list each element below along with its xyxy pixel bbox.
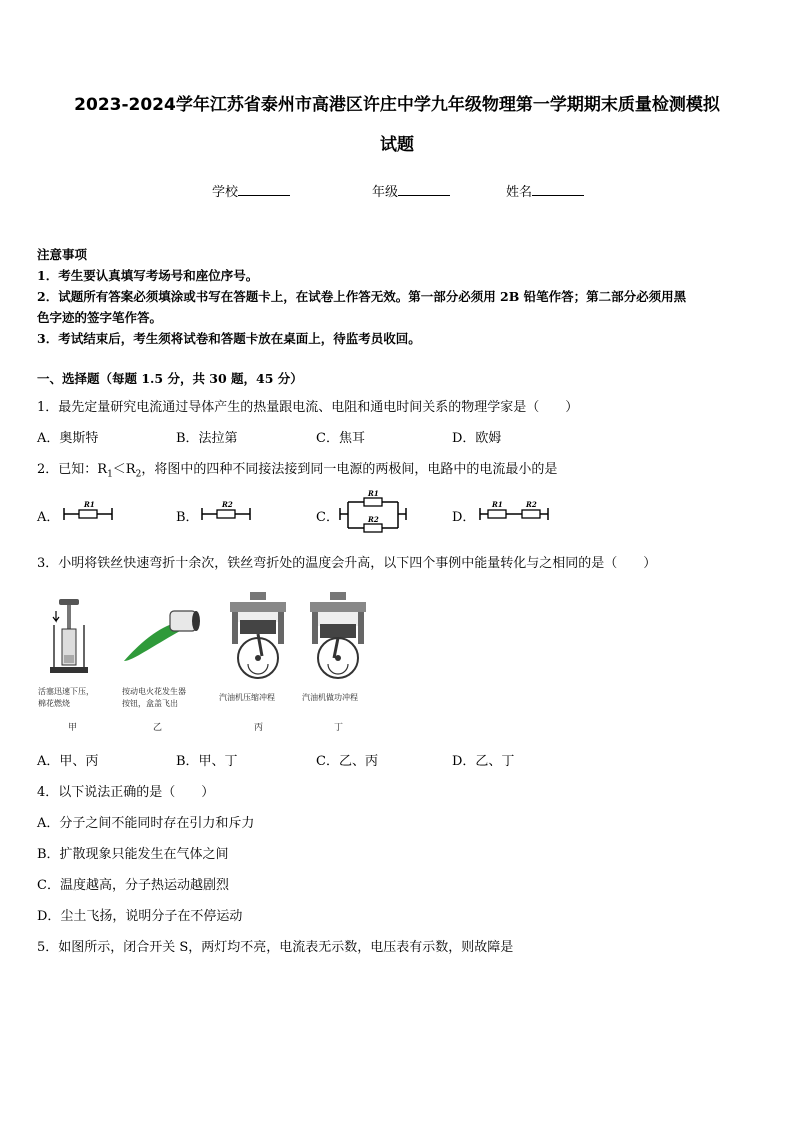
resistor-label: R1 [368,489,379,498]
school-field[interactable] [212,181,290,200]
q4-option-b[interactable]: B．扩散现象只能发生在气体之间 [37,847,229,862]
circuit-d-diagram [478,498,550,524]
grade-label: 年级 [372,185,399,200]
q4-option-a[interactable]: A．分子之间不能同时存在引力和斥力 [37,816,255,831]
q1-option-d[interactable]: D．欧姆 [452,431,502,446]
question-4-stem: 4．以下说法正确的是（ ） [37,785,215,800]
section-heading: 一、选择题（每题 1.5 分，共 30 题，45 分） [37,371,303,386]
question-1-stem: 1．最先定量研究电流通过导体产生的热量跟电流、电阻和通电时间关系的物理学家是（ ） [37,400,579,415]
circuit-b-diagram [200,498,252,524]
fire-syringe-image [44,595,94,680]
notice-item: 1．考生要认真填写考场号和座位序号。 [37,268,259,283]
q4-option-d[interactable]: D．尘土飞扬，说明分子在不停运动 [37,909,243,924]
school-label: 学校 [212,185,239,200]
caption-jia-line1: 活塞迅速下压， [38,687,94,696]
caption-yi-line2: 按钮，盒盖飞出 [122,699,178,708]
q2-option-d[interactable]: D． [452,510,476,525]
resistor-label: R1 [492,500,503,509]
caption-yi-line1: 按动电火花发生器 [122,687,186,696]
resistor-label: R1 [84,500,95,509]
notice-item: 2．试题所有答案必须填涂或书写在答题卡上，在试卷上作答无效。第一部分必须用 2B 铅笔作答；第二部分必须用黑 [37,289,687,304]
q1-option-a[interactable]: A．奥斯特 [37,431,99,446]
name-field[interactable] [506,181,584,200]
caption-ding: 汽油机做功冲程 [302,693,358,702]
engine-compression-image [222,590,294,680]
q2-option-c[interactable]: C． [316,510,339,525]
label-bing: 丙 [254,723,264,733]
notice-item: 3．考试结束后，考生须将试卷和答题卡放在桌面上，待监考员收回。 [37,331,421,346]
grade-field[interactable] [372,181,450,200]
page-title: 2023-2024学年江苏省泰州市高港区许庄中学九年级物理第一学期期末质量检测模拟 [74,95,720,115]
name-label: 姓名 [506,185,533,200]
label-jia: 甲 [68,723,78,733]
q3-option-a[interactable]: A．甲、丙 [37,754,99,769]
question-3-stem: 3．小明将铁丝快速弯折十余次，铁丝弯折处的温度会升高，以下四个事例中能量转化与之相同的是（ ） [37,556,657,571]
caption-jia-line2: 棉花燃烧 [38,699,70,708]
resistor-label: R2 [368,515,379,524]
q3-option-b[interactable]: B．甲、丁 [176,754,238,769]
question-5-stem: 5．如图所示，闭合开关 S，两灯均不亮，电流表无示数，电压表有示数，则故障是 [37,940,514,955]
notice-heading: 注意事项 [37,247,88,262]
q1-option-b[interactable]: B．法拉第 [176,431,238,446]
q3-option-c[interactable]: C．乙、丙 [316,754,378,769]
resistor-label: R2 [526,500,537,509]
q4-option-c[interactable]: C．温度越高，分子热运动越剧烈 [37,878,229,893]
spark-generator-image [118,605,203,667]
circuit-c-diagram [338,488,408,540]
circuit-a-diagram [62,498,114,524]
q1-option-c[interactable]: C．焦耳 [316,431,365,446]
q3-option-d[interactable]: D．乙、丁 [452,754,515,769]
engine-power-image [302,590,374,680]
q2-option-b[interactable]: B． [176,510,199,525]
label-ding: 丁 [334,723,344,733]
page-title-line2: 试题 [380,135,414,155]
resistor-label: R2 [222,500,233,509]
caption-bing: 汽油机压缩冲程 [219,693,275,702]
notice-item: 色字迹的签字笔作答。 [37,310,163,325]
label-yi: 乙 [153,723,163,733]
q2-option-a[interactable]: A． [37,510,60,525]
question-2-stem: 2．已知：$R_1<R_2$，将图中的四种不同接法接到同一电源的两极间，电路中的电流最小的是 [37,462,558,480]
